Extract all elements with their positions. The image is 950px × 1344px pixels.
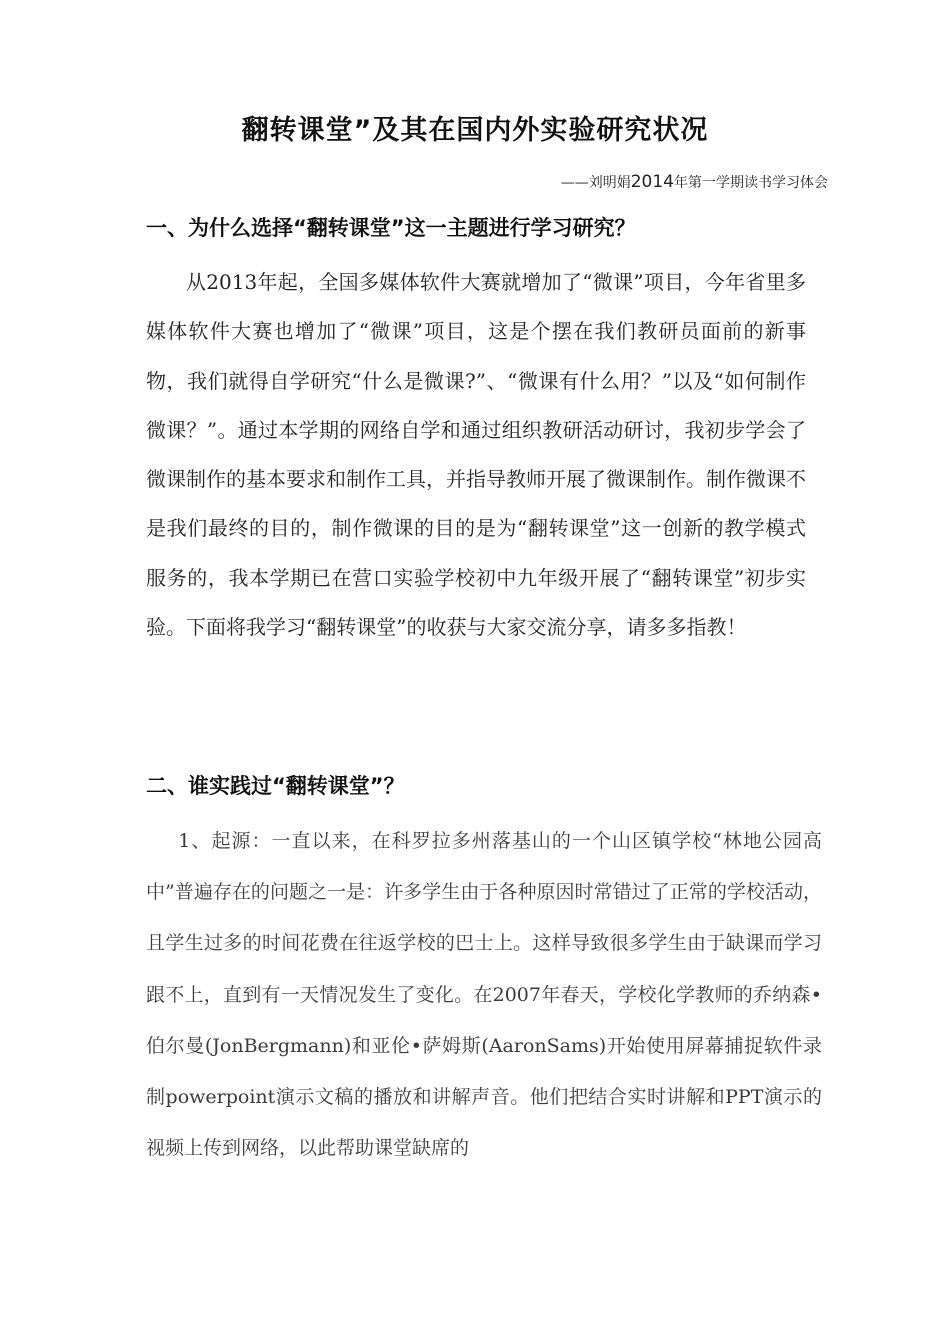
byline-year: 2014 (630, 172, 674, 192)
section-heading-1: 一、为什么选择“翻转课堂”这一主题进行学习研究？ (146, 216, 636, 240)
section-paragraph-2: 1、起源：一直以来，在科罗拉多州落基山的一个山区镇学校“林地公园高中”普遍存在的问题之一是：许多学生由于各种原因时常错过了正常的学校活动，且学生过多的时间花费在往返学校的巴士上。这样导致很多学生由于缺课而学习跟不上，直到有一天情况发生了变化。在2007年春天，学校化学教师的乔纳森•伯尔曼(JonBergmann)和亚伦•萨姆斯(AaronSams)开始使用屏幕捕捉软件录制powerpoint演示文稿的播放和讲解声音。他们把结合实时讲解和PPT演示的视频上传到网络，以此帮助课堂缺席的 (146, 830, 822, 1160)
byline-suffix: 年第一学期读书学习体会 (674, 175, 828, 191)
section-paragraph-1: 从2013年起，全国多媒体软件大赛就增加了“微课”项目，今年省里多媒体软件大赛也增加了“微课”项目，这是个摆在我们教研员面前的新事物，我们就得自学研究“什么是微课?”、“微课有什么用？”以及“如何制作微课？”。通过本学期的网络自学和通过组织教研活动研讨，我初步学会了微课制作的基本要求和制作工具，并指导教师开展了微课制作。制作微课不是我们最终的目的，制作微课的目的是为“翻转课堂”这一创新的教学模式服务的，我本学期已在营口实验学校初中九年级开展了“翻转课堂”初步实验。下面将我学习“翻转课堂”的收获与大家交流分享，请多多指教！ (146, 270, 806, 640)
document-title: 翻转课堂”及其在国内外实验研究状况 (241, 115, 709, 146)
section-heading-2: 二、谁实践过“翻转课堂”？ (146, 774, 405, 798)
document-byline (561, 172, 828, 192)
byline-author: ——刘明娟 (560, 175, 631, 191)
